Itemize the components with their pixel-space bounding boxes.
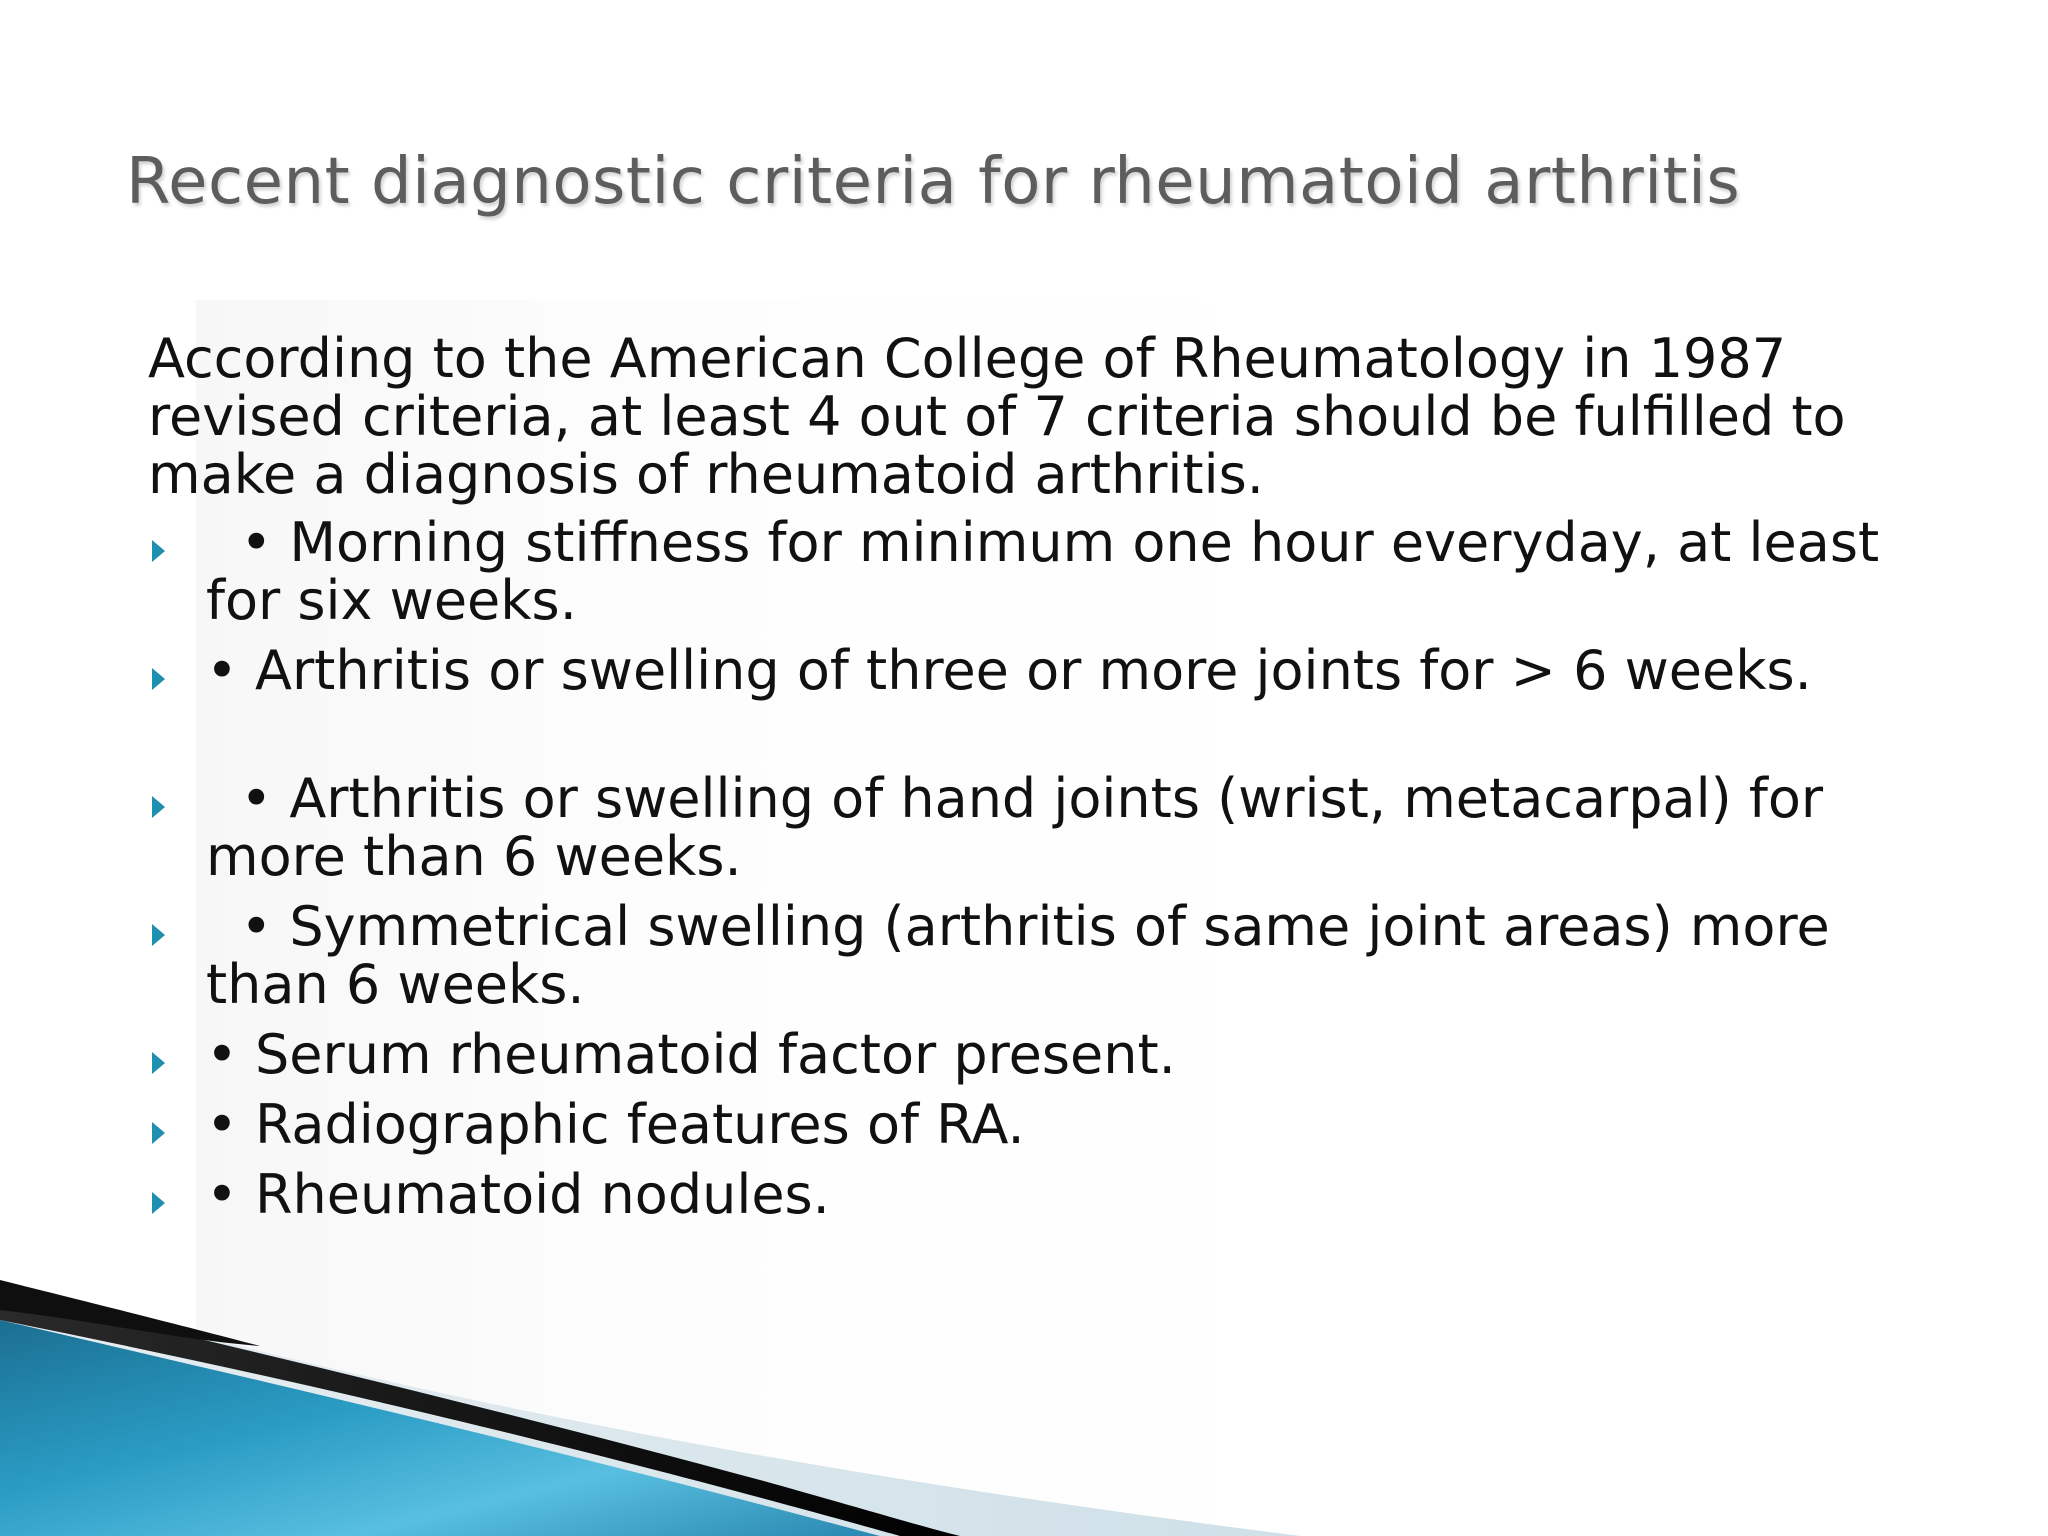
triangle-arrow-right-icon xyxy=(152,1122,165,1144)
criteria-item-text: • Morning stiffness for minimum one hour everyday, at least for six weeks. xyxy=(206,511,1897,632)
criteria-list xyxy=(148,511,1948,1236)
blue-swoosh xyxy=(0,1320,880,1536)
triangle-arrow-right-icon xyxy=(152,1052,165,1074)
intro-paragraph: According to the American College of Rheumatology in 1987 revised criteria, at least 4 out of 7 criteria should be fulfilled to make a diagnosis of rheumatoid arthritis. xyxy=(148,327,1846,506)
slide-title: Recent diagnostic criteria for rheumatoid arthritis xyxy=(126,145,1741,219)
criteria-item-text: • Arthritis or swelling of hand joints (wrist, metacarpal) for more than 6 weeks. xyxy=(206,767,1841,888)
criteria-item-text: • Radiographic features of RA. xyxy=(206,1093,1025,1156)
criteria-item xyxy=(148,511,1948,642)
criteria-item xyxy=(148,639,1948,770)
criteria-item-text: • Serum rheumatoid factor present. xyxy=(206,1023,1176,1086)
triangle-arrow-right-icon xyxy=(152,540,165,562)
criteria-item xyxy=(148,1093,1948,1166)
triangle-arrow-right-icon xyxy=(152,796,165,818)
criteria-item xyxy=(148,767,1948,898)
criteria-item xyxy=(148,1023,1948,1096)
criteria-item xyxy=(148,1163,1948,1236)
criteria-item-text: • Arthritis or swelling of three or more joints for > 6 weeks. xyxy=(206,639,1812,702)
criteria-item-text: • Symmetrical swelling (arthritis of same joint areas) more than 6 weeks. xyxy=(206,895,1847,1016)
criteria-item xyxy=(148,895,1948,1026)
triangle-arrow-right-icon xyxy=(152,1192,165,1214)
corner-wave-decoration xyxy=(0,1280,1300,1536)
triangle-arrow-right-icon xyxy=(152,924,165,946)
criteria-item-text: • Rheumatoid nodules. xyxy=(206,1163,830,1226)
triangle-arrow-right-icon xyxy=(152,668,165,690)
